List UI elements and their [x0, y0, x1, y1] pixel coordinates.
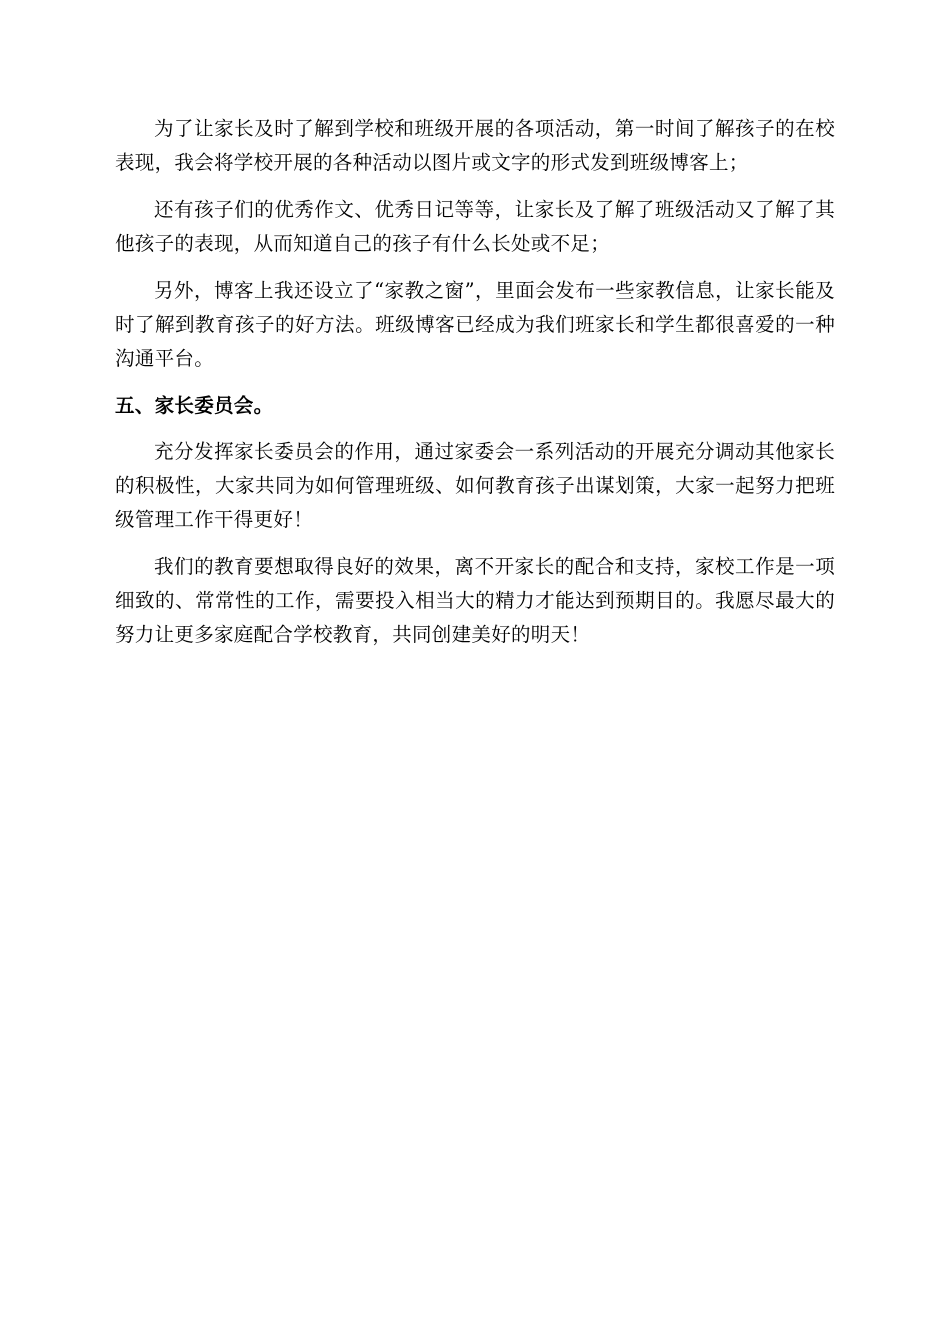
document-body	[115, 112, 835, 665]
paragraph-student-works: 还有孩子们的优秀作文、优秀日记等等，让家长及了解了班级活动又了解了其他孩子的表现，从而知道自己的孩子有什么长处或不足；	[115, 198, 835, 255]
paragraph-conclusion: 我们的教育要想取得良好的效果，离不开家长的配合和支持，家校工作是一项细致的、常常性的工作，需要投入相当大的精力才能达到预期目的。我愿尽最大的努力让更多家庭配合学校教育，共同创建美好的明天！	[115, 555, 835, 646]
paragraph-blog-activities: 为了让家长及时了解到学校和班级开展的各项活动，第一时间了解孩子的在校表现，我会将学校开展的各种活动以图片或文字的形式发到班级博客上；	[115, 117, 835, 174]
paragraph-family-window: 另外，博客上我还设立了“家教之窗”，里面会发布一些家教信息，让家长能及时了解到教育孩子的好方法。班级博客已经成为我们班家长和学生都很喜爱的一种沟通平台。	[115, 279, 835, 370]
paragraph-committee-role: 充分发挥家长委员会的作用，通过家委会一系列活动的开展充分调动其他家长的积极性，大家共同为如何管理班级、如何教育孩子出谋划策，大家一起努力把班级管理工作干得更好！	[115, 440, 835, 531]
section-heading-parent-committee: 五、家长委员会。	[115, 394, 274, 417]
